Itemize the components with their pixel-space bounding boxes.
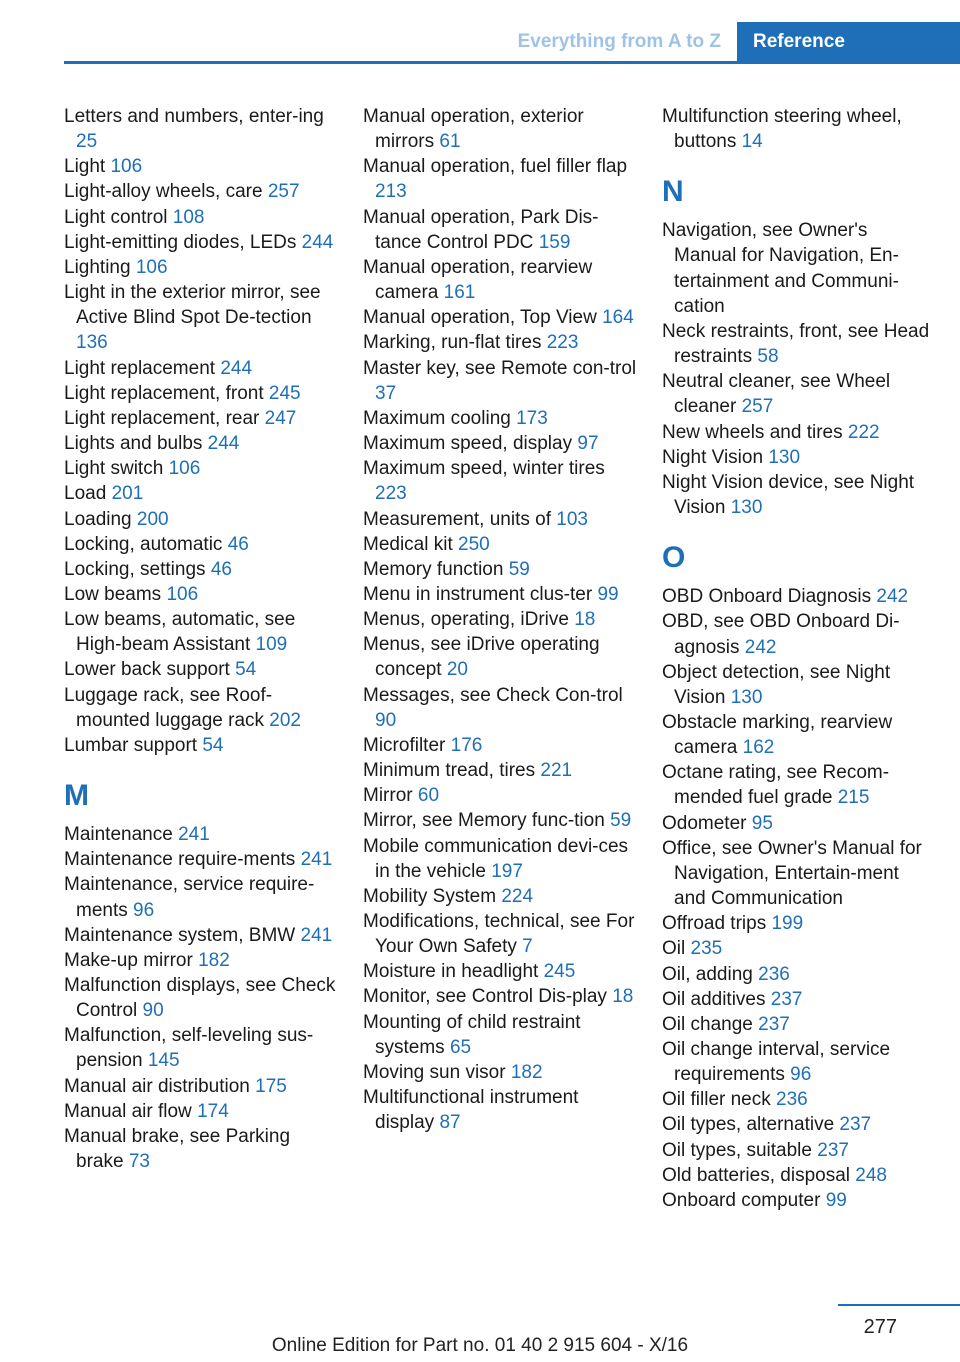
index-term: Locking, automatic [64,533,223,555]
index-term: Maintenance require-ments [64,849,296,871]
page-link[interactable]: 46 [210,558,232,580]
index-entry [363,1010,638,1060]
index-term: Medical kit [363,533,453,555]
index-term: Letters and numbers, enter-ing [64,106,324,127]
page-link[interactable]: 106 [135,256,168,278]
index-entry [64,406,339,431]
index-term: Light replacement, rear [64,407,260,429]
index-term: Load [64,483,107,505]
page-link[interactable]: 245 [543,961,576,983]
index-term: Light control [64,206,168,228]
index-term: Multifunctional instrument display [363,1087,579,1134]
index-term: Oil [662,938,686,960]
index-entry [64,1124,339,1174]
index-term: Neck restraints, front, see Head restraints [662,320,930,368]
index-term: Measurement, units of [363,508,551,530]
page-link[interactable]: 25 [76,131,98,153]
index-term: Light switch [64,458,164,480]
index-term: Light replacement [64,357,216,379]
index-term: Lights and bulbs [64,433,203,455]
index-term: Menu in instrument clus-ter [363,583,593,605]
index-entry [662,104,932,154]
index-entry [64,507,339,532]
index-entry [64,1023,339,1073]
index-term: Odometer [662,812,747,834]
index-entry [64,255,339,280]
index-entry [363,1060,638,1085]
page-link[interactable]: 176 [450,734,483,756]
index-term: Onboard computer [662,1189,821,1211]
page-link[interactable]: 18 [574,609,596,631]
index-term: Oil change [662,1013,753,1035]
index-entry [662,1112,932,1137]
index-term: Mirror, see Memory func-tion [363,810,605,832]
page-link[interactable]: 130 [730,686,763,708]
page-number-rule [838,1304,960,1306]
index-entry [363,758,638,783]
index-entry [363,683,638,733]
page-link[interactable]: 222 [847,421,880,443]
page-link[interactable]: 197 [491,860,523,882]
index-entry [662,369,932,419]
page-link[interactable]: 199 [771,913,804,935]
index-term: Oil additives [662,988,766,1010]
index-entry [662,660,932,710]
index-entry [363,330,638,355]
page-link[interactable]: 236 [758,963,790,985]
index-term: Mobile communication devi-ces in the vehicle [363,835,629,882]
page-link[interactable]: 96 [790,1064,812,1086]
index-entry [64,948,339,973]
index-term: Neutral cleaner, see Wheel cleaner [662,371,891,418]
index-entry [363,406,638,431]
page-link[interactable]: 106 [166,583,199,605]
index-column-1 [64,104,339,1174]
index-term: Lumbar support [64,734,198,756]
index-entry [363,154,638,204]
page-link[interactable]: 99 [825,1189,847,1211]
index-term: Obstacle marking, rearview camera [662,711,893,759]
index-term: Object detection, see Night Vision [662,661,891,708]
index-term: Modifications, technical, see For Your Own Safety [363,911,635,958]
index-term: Light in the exterior mirror, see Active Blind Spot De-tection [64,282,321,329]
page-link[interactable]: 136 [76,332,108,354]
index-entry [64,582,339,607]
index-term: OBD Onboard Diagnosis [662,586,872,608]
index-term: Lighting [64,256,131,278]
index-term: Mobility System [363,885,497,907]
index-term: Manual operation, Top View [363,307,597,329]
index-entry [662,319,932,369]
index-entry [64,230,339,255]
page-link[interactable]: 257 [267,181,300,203]
index-term: Microfilter [363,734,446,756]
index-entry [64,154,339,179]
index-entry [662,1138,932,1163]
index-entry [363,356,638,406]
page-link[interactable]: 97 [577,433,599,455]
index-term: Manual air distribution [64,1075,250,1097]
page-link[interactable]: 14 [741,131,763,153]
page-link[interactable]: 109 [255,634,288,656]
page-link[interactable]: 237 [758,1013,790,1035]
page-link[interactable]: 54 [202,734,224,756]
index-entry [662,811,932,836]
page-link[interactable]: 244 [220,357,253,379]
page-link[interactable]: 224 [501,885,534,907]
index-term: Moisture in headlight [363,961,539,983]
index-term: Mirror [363,785,413,807]
index-entry [363,884,638,909]
index-column-3 [662,104,932,1213]
index-entry [363,431,638,456]
page-link[interactable]: 130 [730,497,763,519]
page-link[interactable]: 201 [111,483,144,505]
page-link[interactable]: 130 [768,446,801,468]
reference-tab[interactable]: Reference [737,22,960,62]
page-link[interactable]: 182 [198,949,230,971]
index-entry [662,760,932,810]
index-column-2 [363,104,638,1135]
index-term: Moving sun visor [363,1061,506,1083]
index-term: Night Vision [662,446,764,468]
page-link[interactable]: 223 [546,332,579,354]
page-link[interactable]: 173 [516,407,548,429]
index-entry [64,1074,339,1099]
index-entry [662,1037,932,1087]
page-link[interactable]: 236 [776,1089,808,1111]
index-entry [662,1163,932,1188]
index-entry [64,733,339,758]
index-entry [64,104,339,154]
index-entry [662,1087,932,1112]
index-term: Oil types, suitable [662,1139,812,1161]
index-entry [64,205,339,230]
page-link[interactable]: 54 [235,659,257,681]
index-letter-heading: N [662,175,684,209]
page-link[interactable]: 250 [458,533,490,555]
index-entry [64,657,339,682]
page-link[interactable]: 46 [227,533,249,555]
index-entry [64,607,339,657]
index-term: Malfunction displays, see Check Control [64,975,336,1022]
section-title: Everything from A to Z [517,31,721,52]
page-link[interactable]: 59 [508,558,530,580]
page-link[interactable]: 90 [375,709,397,731]
page-link[interactable]: 174 [197,1100,229,1122]
page-link[interactable]: 90 [142,1000,164,1022]
index-entry [363,104,638,154]
page-link[interactable]: 87 [439,1112,461,1134]
page-link[interactable]: 106 [168,458,201,480]
page-link[interactable]: 162 [742,737,775,759]
index-entry [662,445,932,470]
index-entry [64,356,339,381]
index-term: Loading [64,508,132,530]
index-term: Luggage rack, see Roof-mounted luggage rack [64,684,273,731]
index-entry [363,305,638,330]
index-entry [64,872,339,922]
index-term: Light [64,156,106,178]
index-entry [662,987,932,1012]
page-link[interactable]: 237 [839,1114,872,1136]
page-link[interactable]: 241 [178,824,210,846]
index-term: Locking, settings [64,558,206,580]
page-link[interactable]: 241 [300,924,333,946]
index-entry [64,179,339,204]
index-term: Maintenance [64,824,173,846]
index-entry [363,1085,638,1135]
index-entry [662,1012,932,1037]
index-entry [363,205,638,255]
index-entry [64,822,339,847]
index-entry [363,733,638,758]
index-term: Office, see Owner's Manual for Navigation, Entertain-ment and Communication [662,837,922,910]
page-link[interactable]: 241 [300,849,333,871]
page-link[interactable]: 237 [817,1139,849,1161]
page-link[interactable]: 237 [770,988,803,1010]
page-link[interactable]: 235 [690,938,723,960]
index-entry [662,1188,932,1213]
index-entry [363,532,638,557]
index-entry [662,936,932,961]
page-link[interactable]: 242 [744,636,777,658]
index-term: Oil types, alternative [662,1114,835,1136]
page-link[interactable]: 96 [133,899,155,921]
index-term: OBD, see OBD Onboard Di-agnosis [662,611,900,658]
index-entry [363,834,638,884]
page-link[interactable]: 58 [757,346,779,368]
page-link[interactable]: 175 [255,1075,287,1097]
page-link[interactable]: 73 [128,1151,150,1173]
index-term: Memory function [363,558,504,580]
page-link[interactable]: 164 [602,307,634,329]
index-term: Old batteries, disposal [662,1164,850,1186]
index-entry [363,632,638,682]
page-link[interactable]: 245 [268,382,301,404]
index-term: Octane rating, see Recom-mended fuel grade [662,762,890,809]
index-entry [363,808,638,833]
edition-footer: Online Edition for Part no. 01 40 2 915 604 - X/16 [271,1335,689,1356]
index-entry [64,1099,339,1124]
index-entry [363,582,638,607]
page-link[interactable]: 95 [751,812,773,834]
index-letter-heading: M [64,779,89,813]
page-link[interactable]: 145 [147,1050,180,1072]
page-link[interactable]: 60 [417,785,440,807]
page-link[interactable]: 159 [538,231,571,253]
index-entry [363,984,638,1009]
page-link[interactable]: 202 [269,709,301,731]
index-entry [64,532,339,557]
index-entry [64,973,339,1023]
index-term: Maximum cooling [363,407,511,429]
page-number: 277 [863,1316,897,1338]
index-term: Navigation, see Owner's Manual for Navigation, En-tertainment and Communi-cation [662,220,899,317]
page-link[interactable]: 221 [540,760,573,782]
index-term: Mounting of child restraint systems [363,1011,581,1058]
page-link[interactable]: 20 [446,659,468,681]
index-term: Malfunction, self-leveling sus-pension [64,1025,314,1072]
page-link[interactable]: 37 [375,382,397,404]
page-link[interactable]: 61 [439,131,461,153]
page-link[interactable]: 247 [264,407,297,429]
index-term: Manual operation, Park Dis-tance Control PDC [363,206,599,253]
page-link[interactable]: 7 [522,936,533,958]
page-link[interactable]: 244 [301,231,334,253]
page-link[interactable]: 161 [443,282,476,304]
index-term: Maximum speed, display [363,433,573,455]
index-entry [64,923,339,948]
page-link[interactable]: 59 [610,810,632,832]
page-link[interactable]: 99 [597,583,619,605]
index-term: Master key, see Remote con-trol [363,357,637,379]
index-entry [64,280,339,355]
page-link[interactable]: 65 [449,1036,472,1058]
index-entry [662,470,932,520]
page-link[interactable]: 223 [375,483,407,505]
index-entry [64,847,339,872]
index-term: Messages, see Check Con-trol [363,684,623,706]
index-entry [64,431,339,456]
index-term: Offroad trips [662,913,767,935]
page-link[interactable]: 106 [110,156,143,178]
index-term: Oil filler neck [662,1089,771,1111]
index-term: Marking, run-flat tires [363,332,542,354]
page-link[interactable]: 103 [556,508,588,530]
index-term: Lower back support [64,659,230,681]
index-term: Multifunction steering wheel, buttons [662,106,902,153]
index-entry [662,584,932,609]
index-term: Maximum speed, winter tires [363,458,605,480]
index-entry [64,481,339,506]
index-entry [363,507,638,532]
index-entry [363,959,638,984]
page-link[interactable]: 244 [207,433,240,455]
index-term: Oil, adding [662,963,753,985]
index-entry [662,836,932,911]
index-term: Low beams, automatic, see High-beam Assistant [64,609,296,656]
index-entry [662,218,932,319]
index-entry [64,683,339,733]
page-link[interactable]: 248 [855,1164,887,1186]
index-term: Manual air flow [64,1100,192,1122]
index-letter-heading: O [662,541,686,575]
index-term: Light-alloy wheels, care [64,181,263,203]
index-term: Manual operation, fuel filler flap [363,156,628,178]
page-link[interactable]: 213 [375,181,407,203]
index-entry [662,710,932,760]
page-link[interactable]: 257 [741,396,774,418]
index-entry [662,962,932,987]
index-term: Manual brake, see Parking brake [64,1125,291,1173]
index-term: Menus, see iDrive operating concept [363,634,600,681]
page-link[interactable]: 242 [876,586,909,608]
page-link[interactable]: 182 [510,1061,543,1083]
index-term: Maintenance system, BMW [64,924,296,946]
index-term: Light replacement, front [64,382,264,404]
index-term: Manual operation, rearview camera [363,256,593,304]
index-entry [662,609,932,659]
index-term: Light-emitting diodes, LEDs [64,231,297,253]
page-link[interactable]: 108 [172,206,205,228]
index-term: Low beams [64,583,162,605]
index-entry [363,909,638,959]
index-entry [363,557,638,582]
index-entry [363,456,638,506]
index-entry [64,456,339,481]
index-term: Monitor, see Control Dis-play [363,986,607,1008]
index-entry [64,557,339,582]
page-link[interactable]: 215 [837,787,870,809]
index-entry [363,607,638,632]
index-term: Oil change interval, service requirements [662,1039,891,1086]
index-term: Manual operation, exterior mirrors [363,106,584,153]
index-entry [662,911,932,936]
index-entry [363,255,638,305]
index-term: Minimum tread, tires [363,760,536,782]
index-term: Menus, operating, iDrive [363,609,569,631]
index-entry [64,381,339,406]
index-entry [363,783,638,808]
index-term: New wheels and tires [662,421,843,443]
index-entry [662,420,932,445]
page-link[interactable]: 200 [136,508,169,530]
index-term: Maintenance, service require-ments [64,874,315,921]
index-term: Make-up mirror [64,949,193,971]
page-link[interactable]: 18 [612,986,634,1008]
index-term: Night Vision device, see Night Vision [662,471,915,519]
